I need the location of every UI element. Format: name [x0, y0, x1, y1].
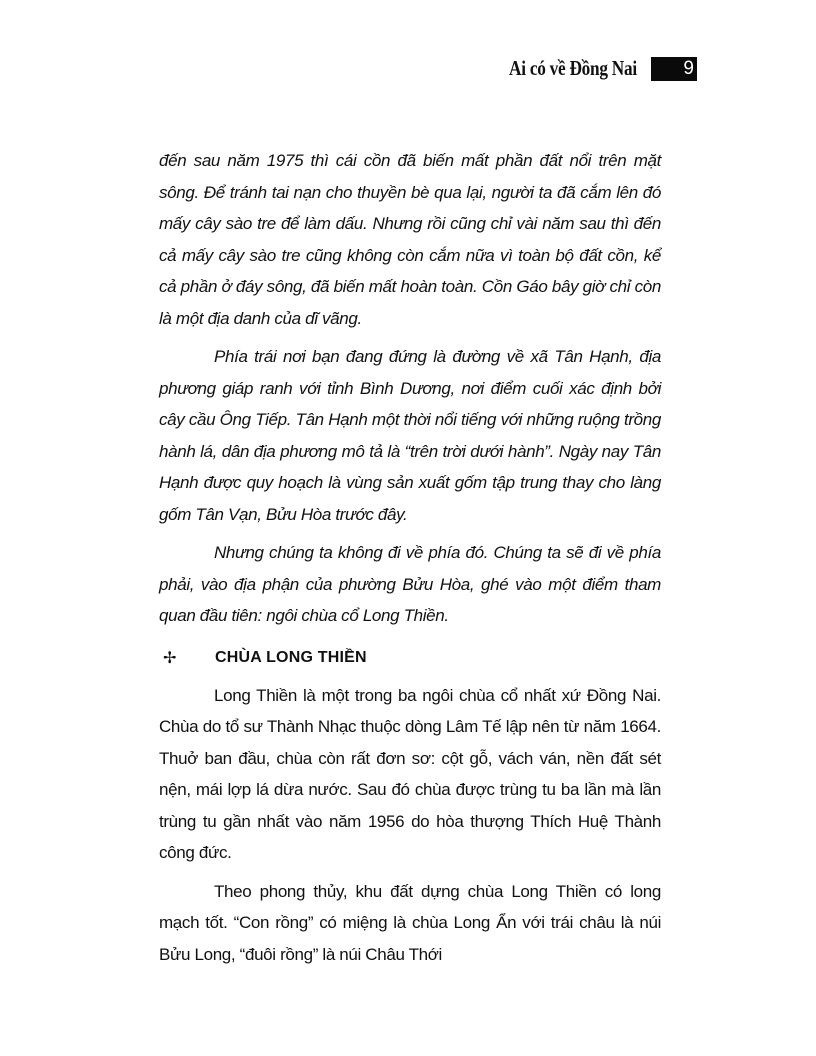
paragraph-tan-hanh: Phía trái nơi bạn đang đứng là đường về xã Tân Hạnh, địa phương giáp ranh với tỉnh Bình Dương, nơi điểm cuối xác định bởi cây cầu Ông Tiếp. Tân Hạnh một thời nổi tiếng với những ruộng trồng hành lá, dân địa phương mô tả là “trên trời dưới hành”. Ngày nay Tân Hạnh được quy hoạch là vùng sản xuất gốm tập trung thay cho làng gốm Tân Vạn, Bửu Hòa trước đây. [159, 347, 661, 524]
paragraph-feng-shui: Theo phong thủy, khu đất dựng chùa Long Thiền có long mạch tốt. “Con rồng” có miệng là chùa Long Ẩn với trái châu là núi Bửu Long, “đuôi rồng” là núi Châu Thới [159, 881, 661, 964]
body-text [159, 145, 661, 970]
ornament-icon: ✢ [163, 649, 177, 667]
paragraph-direction: Nhưng chúng ta không đi về phía đó. Chúng ta sẽ đi về phía phải, vào địa phận của phường Bửu Hòa, ghé vào một điểm tham quan đầu tiên: ngôi chùa cổ Long Thiền. [159, 543, 661, 625]
paragraph-continuation: đến sau năm 1975 thì cái cồn đã biến mất phần đất nổi trên mặt sông. Để tránh tai nạn cho thuyền bè qua lại, người ta đã cắm lên đó mấy cây sào tre để làm dấu. Nhưng rồi cũng chỉ vài năm sau thì đến cả mấy cây sào tre cũng không còn cắm nữa vì toàn bộ đất cồn, kể cả phần ở đáy sông, đã biến mất hoàn toàn. Cồn Gáo bây giờ chỉ còn là một địa danh của dĩ vãng. [159, 151, 661, 328]
paragraph-history: Long Thiền là một trong ba ngôi chùa cổ nhất xứ Đồng Nai. Chùa do tổ sư Thành Nhạc thuộc dòng Lâm Tế lập nên từ năm 1664. Thuở ban đầu, chùa còn rất đơn sơ: cột gỗ, vách ván, nền đất sét nện, mái lợp lá dừa nước. Sau đó chùa được trùng tu ba lần mà lần trùng tu gần nhất vào năm 1956 do hòa thượng Thích Huệ Thành công đức. [159, 685, 661, 862]
page-header [481, 56, 697, 81]
page-number: 9 [651, 57, 697, 81]
section-title: CHÙA LONG THIỀN [215, 648, 367, 666]
section-heading [159, 636, 661, 680]
running-title: Ai có về Đồng Nai [509, 56, 637, 80]
